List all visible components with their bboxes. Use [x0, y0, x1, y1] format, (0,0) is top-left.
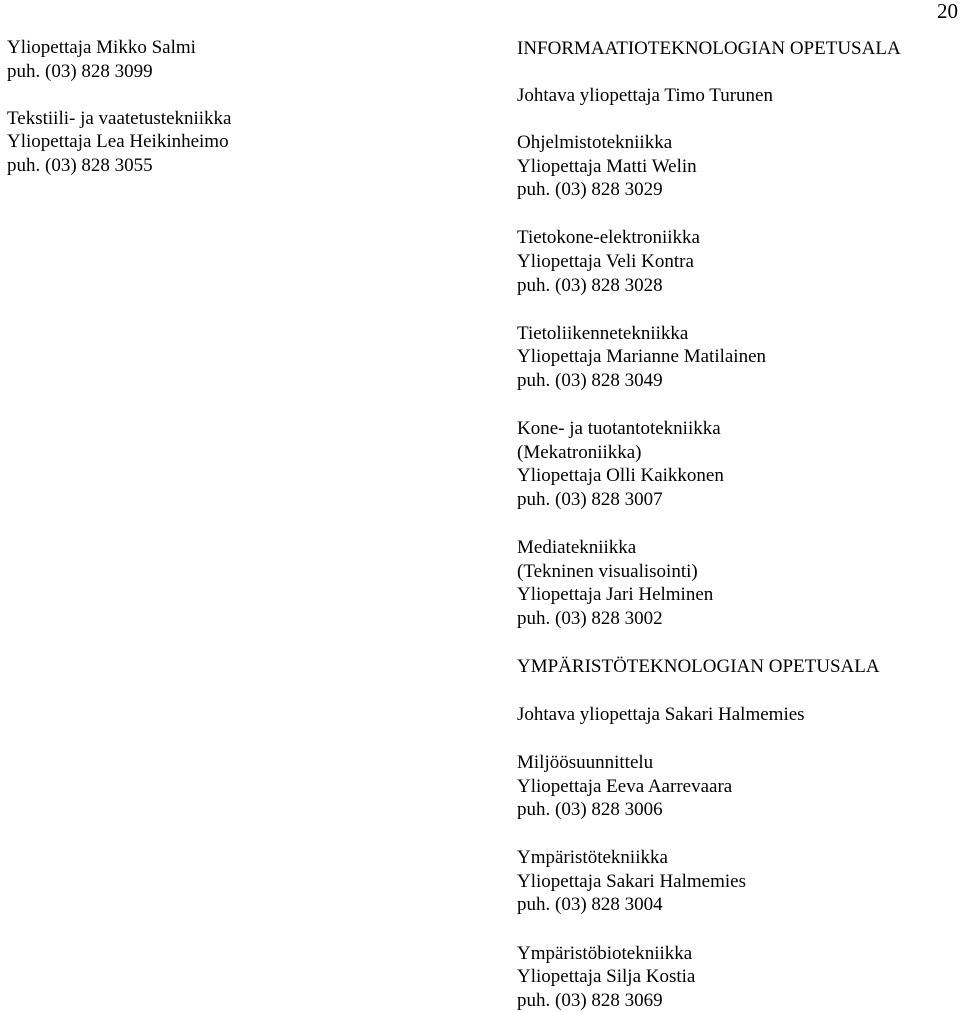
contact-mikko-salmi: [7, 36, 307, 83]
entry-phone: puh. (03) 828 3069: [517, 989, 663, 1011]
entry-subject: Miljöösuunnittelu: [517, 751, 654, 773]
entry-subtitle: (Tekninen visualisointi): [517, 560, 698, 582]
entry-computer-electronics: [517, 226, 957, 297]
entry-phone: puh. (03) 828 3007: [517, 488, 663, 510]
entry-phone: puh. (03) 828 3028: [517, 274, 663, 296]
contact-textile: [7, 107, 307, 178]
section-heading-environmental-technology: YMPÄRISTÖTEKNOLOGIAN OPETUSALA: [517, 655, 880, 677]
section-heading-information-technology: INFORMAATIOTEKNOLOGIAN OPETUSALA: [517, 38, 901, 59]
entry-subject: Ohjelmistotekniikka: [517, 132, 673, 154]
entry-phone: puh. (03) 828 3002: [517, 607, 663, 629]
head-teacher: Johtava yliopettaja Sakari Halmemies: [517, 703, 805, 725]
contact-subject: Tekstiili- ja vaatetustekniikka: [7, 107, 232, 129]
entry-software-engineering: [517, 131, 957, 202]
entry-subject: Tietoliikennetekniikka: [517, 322, 689, 344]
entry-teacher: Yliopettaja Sakari Halmemies: [517, 870, 746, 892]
entry-subject: Ympäristöbiotekniikka: [517, 942, 693, 964]
entry-teacher: Yliopettaja Silja Kostia: [517, 966, 696, 988]
entry-phone: puh. (03) 828 3006: [517, 799, 663, 821]
entry-phone: puh. (03) 828 3029: [517, 179, 663, 201]
entry-environmental-engineering: [517, 846, 957, 917]
entry-environmental-planning: [517, 751, 957, 822]
entry-teacher: Yliopettaja Matti Welin: [517, 155, 697, 177]
entry-phone: puh. (03) 828 3049: [517, 369, 663, 391]
head-teacher: Johtava yliopettaja Timo Turunen: [517, 85, 773, 107]
contact-name: Yliopettaja Mikko Salmi: [7, 37, 196, 58]
entry-teacher: Yliopettaja Marianne Matilainen: [517, 346, 767, 368]
entry-subject: Kone- ja tuotantotekniikka: [517, 418, 721, 440]
contact-phone: puh. (03) 828 3099: [7, 60, 153, 82]
entry-phone: puh. (03) 828 3004: [517, 894, 663, 916]
entry-environmental-biotechnology: [517, 942, 957, 1012]
entry-subject: Tietokone-elektroniikka: [517, 227, 700, 249]
entry-subject: Ympäristötekniikka: [517, 847, 668, 869]
entry-mechatronics: [517, 417, 957, 511]
entry-media-technology: [517, 536, 957, 630]
entry-telecommunications: [517, 322, 957, 393]
entry-subtitle: (Mekatroniikka): [517, 441, 642, 463]
page-number: 20: [937, 0, 958, 23]
entry-subject: Mediatekniikka: [517, 536, 637, 558]
right-column: [517, 37, 957, 1012]
entry-teacher: Yliopettaja Olli Kaikkonen: [517, 465, 724, 487]
entry-teacher: Yliopettaja Veli Kontra: [517, 251, 694, 273]
contact-name: Yliopettaja Lea Heikinheimo: [7, 131, 229, 153]
entry-teacher: Yliopettaja Eeva Aarrevaara: [517, 775, 733, 797]
entry-teacher: Yliopettaja Jari Helminen: [517, 584, 714, 606]
contact-phone: puh. (03) 828 3055: [7, 154, 153, 176]
left-column: [7, 36, 307, 177]
